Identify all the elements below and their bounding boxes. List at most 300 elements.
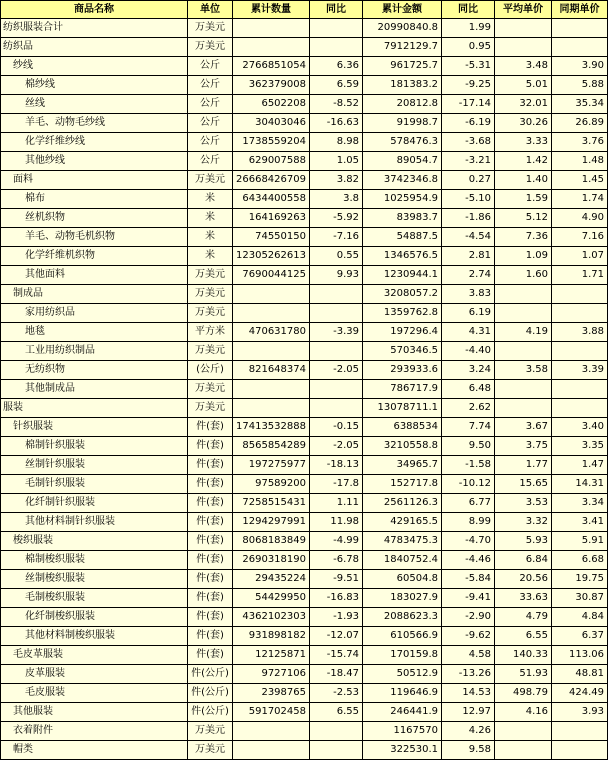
table-row (1, 513, 608, 532)
cell-quantity-yoy: 0.55 (310, 247, 363, 266)
cell-amount-yoy: 3.24 (442, 361, 495, 380)
cell-product-name: 毛制梭织服装 (1, 589, 188, 608)
table-row (1, 19, 608, 38)
cell-cumulative-quantity: 8565854289 (233, 437, 310, 456)
cell-cumulative-amount: 961725.7 (363, 57, 442, 76)
cell-amount-yoy: -6.19 (442, 114, 495, 133)
cell-average-price (495, 304, 552, 323)
cell-quantity-yoy: 1.05 (310, 152, 363, 171)
cell-prior-period-price: 3.39 (552, 361, 608, 380)
cell-cumulative-amount: 1025954.9 (363, 190, 442, 209)
cell-amount-yoy: -17.14 (442, 95, 495, 114)
cell-amount-yoy: -5.31 (442, 57, 495, 76)
table-row (1, 703, 608, 722)
cell-average-price: 51.93 (495, 665, 552, 684)
cell-product-name: 丝线 (1, 95, 188, 114)
cell-amount-yoy: -4.40 (442, 342, 495, 361)
cell-product-name: 纱线 (1, 57, 188, 76)
table-row (1, 361, 608, 380)
cell-product-name: 毛皮革服装 (1, 646, 188, 665)
cell-product-name: 无纺织物 (1, 361, 188, 380)
cell-cumulative-quantity: 7690044125 (233, 266, 310, 285)
cell-cumulative-quantity: 4362102303 (233, 608, 310, 627)
cell-product-name: 衣着附件 (1, 722, 188, 741)
cell-product-name: 棉制梭织服装 (1, 551, 188, 570)
cell-unit: 件(套) (188, 418, 233, 437)
cell-cumulative-quantity: 12125871 (233, 646, 310, 665)
cell-quantity-yoy: -18.47 (310, 665, 363, 684)
table-row (1, 266, 608, 285)
cell-cumulative-amount: 570346.5 (363, 342, 442, 361)
cell-average-price: 5.01 (495, 76, 552, 95)
table-row (1, 570, 608, 589)
cell-prior-period-price: 3.35 (552, 437, 608, 456)
header-product-name: 商品名称 (1, 1, 188, 19)
cell-unit: 米 (188, 190, 233, 209)
cell-cumulative-amount: 7912129.7 (363, 38, 442, 57)
cell-unit: 件(套) (188, 646, 233, 665)
cell-quantity-yoy: 11.98 (310, 513, 363, 532)
table-row (1, 76, 608, 95)
header-cumulative-amount: 累计金额 (363, 1, 442, 19)
cell-unit: 万美元 (188, 38, 233, 57)
cell-product-name: 针织服装 (1, 418, 188, 437)
cell-cumulative-quantity: 164169263 (233, 209, 310, 228)
table-row (1, 741, 608, 760)
cell-cumulative-amount: 50512.9 (363, 665, 442, 684)
cell-unit: 件(套) (188, 532, 233, 551)
cell-product-name: 皮革服装 (1, 665, 188, 684)
cell-cumulative-quantity: 470631780 (233, 323, 310, 342)
cell-unit: 万美元 (188, 380, 233, 399)
cell-average-price: 3.53 (495, 494, 552, 513)
header-unit: 单位 (188, 1, 233, 19)
cell-average-price: 1.59 (495, 190, 552, 209)
cell-prior-period-price: 3.93 (552, 703, 608, 722)
cell-amount-yoy: 4.58 (442, 646, 495, 665)
cell-cumulative-amount: 3208057.2 (363, 285, 442, 304)
table-row (1, 418, 608, 437)
cell-amount-yoy: 14.53 (442, 684, 495, 703)
cell-average-price (495, 38, 552, 57)
cell-quantity-yoy (310, 741, 363, 760)
cell-quantity-yoy: -2.53 (310, 684, 363, 703)
cell-average-price: 3.32 (495, 513, 552, 532)
cell-cumulative-amount: 89054.7 (363, 152, 442, 171)
cell-average-price: 6.55 (495, 627, 552, 646)
cell-average-price (495, 285, 552, 304)
cell-average-price (495, 342, 552, 361)
cell-unit: 公斤 (188, 76, 233, 95)
cell-unit: 件(套) (188, 570, 233, 589)
table-row (1, 532, 608, 551)
cell-cumulative-amount: 6388534 (363, 418, 442, 437)
table-row (1, 494, 608, 513)
cell-prior-period-price: 30.87 (552, 589, 608, 608)
cell-cumulative-amount: 3742346.8 (363, 171, 442, 190)
cell-quantity-yoy: -2.05 (310, 361, 363, 380)
cell-amount-yoy: 3.83 (442, 285, 495, 304)
cell-cumulative-quantity: 197275977 (233, 456, 310, 475)
cell-average-price: 20.56 (495, 570, 552, 589)
table-row (1, 342, 608, 361)
cell-cumulative-amount: 4783475.3 (363, 532, 442, 551)
cell-prior-period-price: 3.76 (552, 133, 608, 152)
cell-cumulative-amount: 1346576.5 (363, 247, 442, 266)
cell-average-price (495, 380, 552, 399)
cell-cumulative-amount: 13078711.1 (363, 399, 442, 418)
cell-quantity-yoy (310, 399, 363, 418)
cell-average-price: 3.33 (495, 133, 552, 152)
cell-amount-yoy: 1.99 (442, 19, 495, 38)
cell-average-price: 7.36 (495, 228, 552, 247)
table-row (1, 437, 608, 456)
cell-average-price: 1.42 (495, 152, 552, 171)
cell-unit: 万美元 (188, 342, 233, 361)
cell-prior-period-price: 26.89 (552, 114, 608, 133)
table-row (1, 665, 608, 684)
table-row (1, 38, 608, 57)
cell-cumulative-amount: 91998.7 (363, 114, 442, 133)
cell-unit: 米 (188, 209, 233, 228)
cell-unit: 万美元 (188, 399, 233, 418)
cell-cumulative-amount: 170159.8 (363, 646, 442, 665)
cell-product-name: 地毯 (1, 323, 188, 342)
cell-average-price: 33.63 (495, 589, 552, 608)
cell-amount-yoy: -3.68 (442, 133, 495, 152)
cell-quantity-yoy: -7.16 (310, 228, 363, 247)
cell-cumulative-quantity: 30403046 (233, 114, 310, 133)
cell-cumulative-amount: 20990840.8 (363, 19, 442, 38)
cell-cumulative-quantity: 74550150 (233, 228, 310, 247)
cell-product-name: 棉制针织服装 (1, 437, 188, 456)
cell-unit: 件(套) (188, 608, 233, 627)
cell-quantity-yoy: 8.98 (310, 133, 363, 152)
cell-quantity-yoy: -5.92 (310, 209, 363, 228)
cell-product-name: 其他面料 (1, 266, 188, 285)
cell-amount-yoy: -5.84 (442, 570, 495, 589)
cell-quantity-yoy: -6.78 (310, 551, 363, 570)
cell-amount-yoy: -9.41 (442, 589, 495, 608)
cell-cumulative-quantity (233, 399, 310, 418)
cell-cumulative-quantity: 7258515431 (233, 494, 310, 513)
cell-prior-period-price: 1.45 (552, 171, 608, 190)
cell-quantity-yoy: 3.82 (310, 171, 363, 190)
cell-unit: 公斤 (188, 57, 233, 76)
cell-quantity-yoy: 1.11 (310, 494, 363, 513)
cell-prior-period-price: 5.88 (552, 76, 608, 95)
cell-amount-yoy: 6.77 (442, 494, 495, 513)
cell-product-name: 化纤制梭织服装 (1, 608, 188, 627)
cell-quantity-yoy: 6.59 (310, 76, 363, 95)
cell-unit: 件(套) (188, 494, 233, 513)
cell-average-price: 3.75 (495, 437, 552, 456)
cell-quantity-yoy: -1.93 (310, 608, 363, 627)
cell-average-price: 32.01 (495, 95, 552, 114)
cell-cumulative-quantity: 821648374 (233, 361, 310, 380)
cell-amount-yoy: 4.31 (442, 323, 495, 342)
cell-unit: (公斤) (188, 361, 233, 380)
cell-quantity-yoy: -9.51 (310, 570, 363, 589)
cell-prior-period-price: 5.91 (552, 532, 608, 551)
cell-unit: 件(套) (188, 589, 233, 608)
cell-prior-period-price (552, 741, 608, 760)
header-amount-yoy: 同比 (442, 1, 495, 19)
table-row (1, 171, 608, 190)
cell-quantity-yoy (310, 285, 363, 304)
table-row (1, 209, 608, 228)
cell-cumulative-quantity: 1294297991 (233, 513, 310, 532)
cell-average-price: 4.19 (495, 323, 552, 342)
cell-quantity-yoy: -15.74 (310, 646, 363, 665)
cell-average-price: 498.79 (495, 684, 552, 703)
cell-quantity-yoy: -17.8 (310, 475, 363, 494)
cell-product-name: 其他服装 (1, 703, 188, 722)
cell-prior-period-price (552, 38, 608, 57)
cell-product-name: 其他纱线 (1, 152, 188, 171)
cell-prior-period-price: 1.74 (552, 190, 608, 209)
table-row (1, 323, 608, 342)
cell-product-name: 毛制针织服装 (1, 475, 188, 494)
cell-cumulative-amount: 429165.5 (363, 513, 442, 532)
cell-product-name: 化学纤维机织物 (1, 247, 188, 266)
cell-unit: 件(套) (188, 513, 233, 532)
cell-cumulative-quantity: 29435224 (233, 570, 310, 589)
table-row (1, 646, 608, 665)
cell-prior-period-price (552, 399, 608, 418)
header-prior-period-price: 同期单价 (552, 1, 608, 19)
cell-prior-period-price (552, 304, 608, 323)
cell-cumulative-amount: 119646.9 (363, 684, 442, 703)
cell-unit: 万美元 (188, 171, 233, 190)
table-header-row (1, 1, 608, 19)
cell-amount-yoy: 12.97 (442, 703, 495, 722)
cell-unit: 件(套) (188, 437, 233, 456)
cell-amount-yoy: -4.70 (442, 532, 495, 551)
table-row (1, 304, 608, 323)
cell-amount-yoy: 4.26 (442, 722, 495, 741)
cell-unit: 平方米 (188, 323, 233, 342)
cell-prior-period-price: 113.06 (552, 646, 608, 665)
cell-prior-period-price: 48.81 (552, 665, 608, 684)
cell-average-price: 1.77 (495, 456, 552, 475)
cell-prior-period-price: 1.47 (552, 456, 608, 475)
cell-average-price: 15.65 (495, 475, 552, 494)
table-row (1, 475, 608, 494)
cell-amount-yoy: -4.46 (442, 551, 495, 570)
cell-prior-period-price: 1.71 (552, 266, 608, 285)
cell-cumulative-quantity: 97589200 (233, 475, 310, 494)
table-row (1, 399, 608, 418)
table-row (1, 285, 608, 304)
cell-cumulative-quantity: 6502208 (233, 95, 310, 114)
cell-amount-yoy: -10.12 (442, 475, 495, 494)
cell-prior-period-price: 6.37 (552, 627, 608, 646)
cell-prior-period-price: 19.75 (552, 570, 608, 589)
cell-quantity-yoy (310, 342, 363, 361)
header-average-price: 平均单价 (495, 1, 552, 19)
cell-product-name: 其他材料制梭织服装 (1, 627, 188, 646)
cell-product-name: 服装 (1, 399, 188, 418)
cell-product-name: 丝机织物 (1, 209, 188, 228)
table-row (1, 228, 608, 247)
cell-average-price: 1.40 (495, 171, 552, 190)
cell-product-name: 其他制成品 (1, 380, 188, 399)
cell-amount-yoy: -3.21 (442, 152, 495, 171)
table-body (1, 19, 608, 760)
cell-cumulative-amount: 322530.1 (363, 741, 442, 760)
cell-unit: 件(公斤) (188, 684, 233, 703)
cell-product-name: 羊毛、动物毛机织物 (1, 228, 188, 247)
table-row (1, 190, 608, 209)
cell-quantity-yoy (310, 380, 363, 399)
cell-quantity-yoy (310, 304, 363, 323)
cell-prior-period-price: 6.68 (552, 551, 608, 570)
cell-cumulative-quantity (233, 722, 310, 741)
cell-cumulative-quantity: 931898182 (233, 627, 310, 646)
cell-average-price: 3.58 (495, 361, 552, 380)
cell-unit: 万美元 (188, 722, 233, 741)
cell-cumulative-quantity: 591702458 (233, 703, 310, 722)
cell-unit: 米 (188, 228, 233, 247)
cell-prior-period-price (552, 19, 608, 38)
cell-quantity-yoy: -0.15 (310, 418, 363, 437)
cell-product-name: 制成品 (1, 285, 188, 304)
cell-prior-period-price (552, 722, 608, 741)
cell-prior-period-price: 3.90 (552, 57, 608, 76)
cell-unit: 万美元 (188, 285, 233, 304)
cell-product-name: 其他材料制针织服装 (1, 513, 188, 532)
cell-quantity-yoy: -18.13 (310, 456, 363, 475)
cell-prior-period-price: 4.90 (552, 209, 608, 228)
table-row (1, 722, 608, 741)
cell-unit: 万美元 (188, 266, 233, 285)
cell-amount-yoy: -13.26 (442, 665, 495, 684)
cell-amount-yoy: 8.99 (442, 513, 495, 532)
cell-average-price: 5.93 (495, 532, 552, 551)
cell-prior-period-price (552, 380, 608, 399)
cell-cumulative-amount: 1230944.1 (363, 266, 442, 285)
cell-cumulative-quantity (233, 19, 310, 38)
cell-product-name: 棉布 (1, 190, 188, 209)
cell-amount-yoy: 9.50 (442, 437, 495, 456)
cell-cumulative-amount: 183027.9 (363, 589, 442, 608)
cell-unit: 公斤 (188, 95, 233, 114)
cell-unit: 件(套) (188, 456, 233, 475)
cell-quantity-yoy: -4.99 (310, 532, 363, 551)
cell-cumulative-amount: 2561126.3 (363, 494, 442, 513)
table-row (1, 380, 608, 399)
cell-cumulative-amount: 786717.9 (363, 380, 442, 399)
table-row (1, 95, 608, 114)
cell-product-name: 梭织服装 (1, 532, 188, 551)
cell-cumulative-amount: 83983.7 (363, 209, 442, 228)
cell-amount-yoy: 9.58 (442, 741, 495, 760)
cell-unit: 万美元 (188, 304, 233, 323)
cell-cumulative-amount: 60504.8 (363, 570, 442, 589)
cell-unit: 米 (188, 247, 233, 266)
cell-average-price: 140.33 (495, 646, 552, 665)
cell-cumulative-amount: 2088623.3 (363, 608, 442, 627)
cell-quantity-yoy (310, 722, 363, 741)
table-row (1, 589, 608, 608)
cell-average-price: 1.60 (495, 266, 552, 285)
cell-unit: 公斤 (188, 152, 233, 171)
cell-amount-yoy: 0.27 (442, 171, 495, 190)
table-row (1, 247, 608, 266)
cell-prior-period-price: 1.07 (552, 247, 608, 266)
cell-cumulative-quantity: 2398765 (233, 684, 310, 703)
cell-prior-period-price: 7.16 (552, 228, 608, 247)
cell-cumulative-amount: 1167570 (363, 722, 442, 741)
cell-product-name: 家用纺织品 (1, 304, 188, 323)
cell-average-price (495, 741, 552, 760)
cell-prior-period-price: 424.49 (552, 684, 608, 703)
cell-unit: 件(套) (188, 475, 233, 494)
cell-prior-period-price (552, 285, 608, 304)
cell-amount-yoy: 0.95 (442, 38, 495, 57)
cell-unit: 公斤 (188, 114, 233, 133)
cell-average-price: 4.79 (495, 608, 552, 627)
table-row (1, 57, 608, 76)
cell-amount-yoy: -1.58 (442, 456, 495, 475)
cell-product-name: 化学纤维纱线 (1, 133, 188, 152)
cell-average-price (495, 19, 552, 38)
cell-cumulative-amount: 54887.5 (363, 228, 442, 247)
cell-average-price: 3.48 (495, 57, 552, 76)
cell-product-name: 毛皮服装 (1, 684, 188, 703)
table-row (1, 456, 608, 475)
cell-amount-yoy: -1.86 (442, 209, 495, 228)
cell-product-name: 帽类 (1, 741, 188, 760)
cell-cumulative-quantity: 9727106 (233, 665, 310, 684)
cell-average-price: 3.67 (495, 418, 552, 437)
cell-cumulative-quantity: 1738559204 (233, 133, 310, 152)
cell-amount-yoy: -9.62 (442, 627, 495, 646)
cell-prior-period-price: 35.34 (552, 95, 608, 114)
cell-amount-yoy: -4.54 (442, 228, 495, 247)
cell-cumulative-amount: 152717.8 (363, 475, 442, 494)
cell-unit: 万美元 (188, 19, 233, 38)
cell-amount-yoy: 6.48 (442, 380, 495, 399)
cell-average-price (495, 399, 552, 418)
table-row (1, 114, 608, 133)
cell-product-name: 纺织品 (1, 38, 188, 57)
cell-quantity-yoy: -16.83 (310, 589, 363, 608)
cell-product-name: 丝制针织服装 (1, 456, 188, 475)
table-row (1, 608, 608, 627)
cell-prior-period-price: 3.41 (552, 513, 608, 532)
cell-quantity-yoy: -2.05 (310, 437, 363, 456)
table-row (1, 551, 608, 570)
cell-cumulative-amount: 610566.9 (363, 627, 442, 646)
cell-average-price: 1.09 (495, 247, 552, 266)
cell-cumulative-quantity (233, 342, 310, 361)
cell-cumulative-quantity: 362379008 (233, 76, 310, 95)
table-row (1, 684, 608, 703)
cell-cumulative-amount: 181383.2 (363, 76, 442, 95)
cell-cumulative-quantity: 17413532888 (233, 418, 310, 437)
cell-quantity-yoy: 3.8 (310, 190, 363, 209)
cell-amount-yoy: -9.25 (442, 76, 495, 95)
cell-cumulative-amount: 3210558.8 (363, 437, 442, 456)
cell-product-name: 工业用纺织制品 (1, 342, 188, 361)
cell-product-name: 丝制梭织服装 (1, 570, 188, 589)
cell-cumulative-quantity: 2766851054 (233, 57, 310, 76)
cell-quantity-yoy: -3.39 (310, 323, 363, 342)
cell-amount-yoy: -2.90 (442, 608, 495, 627)
header-quantity-yoy: 同比 (310, 1, 363, 19)
